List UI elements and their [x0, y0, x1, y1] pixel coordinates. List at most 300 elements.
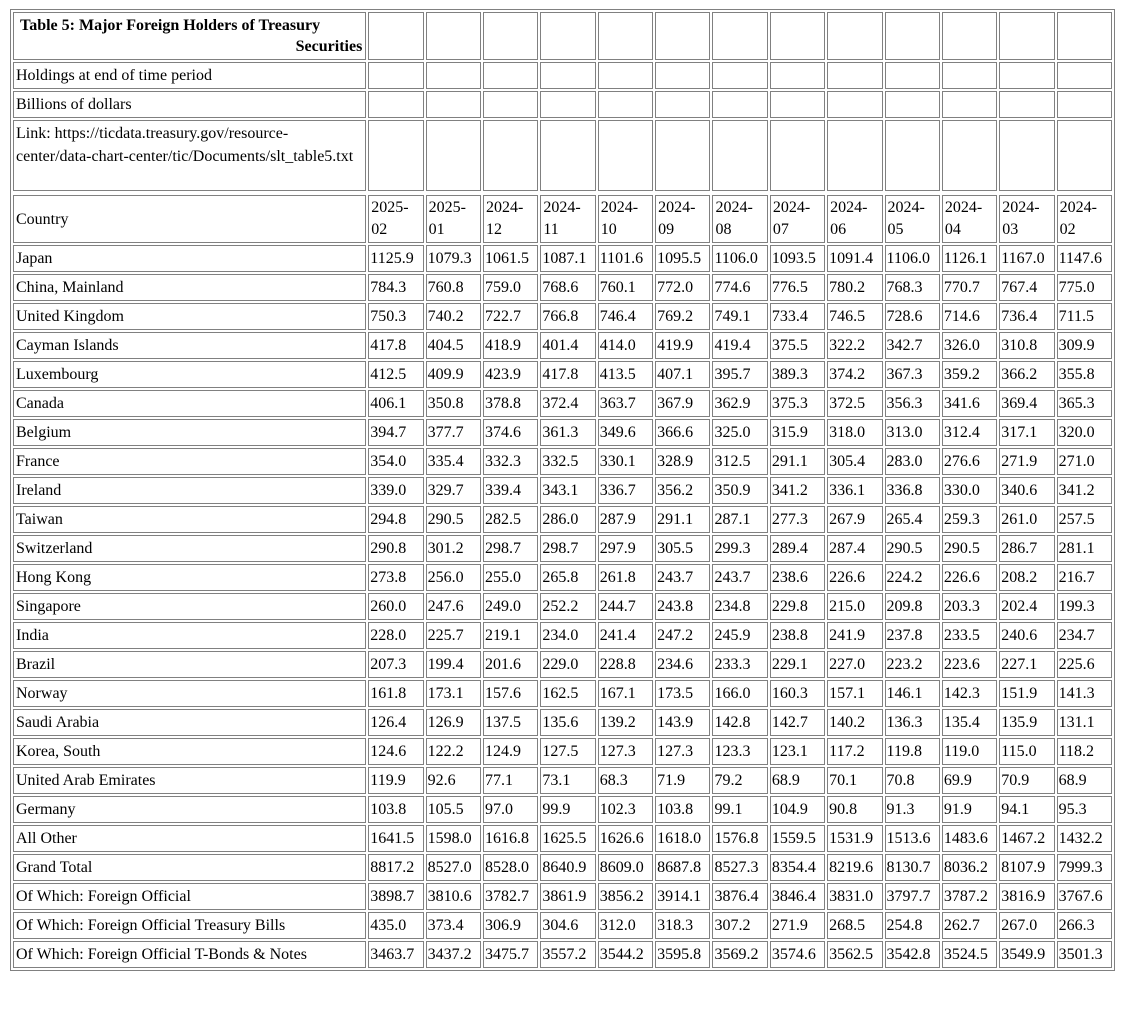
empty-cell — [885, 62, 940, 89]
holding-value: 261.8 — [598, 564, 653, 591]
holding-value: 99.9 — [540, 796, 595, 823]
empty-cell — [885, 12, 940, 60]
holding-value: 435.0 — [368, 912, 423, 939]
holding-value: 365.3 — [1057, 390, 1112, 417]
empty-cell — [655, 62, 710, 89]
table-row — [13, 506, 1112, 533]
country-name: Germany — [13, 796, 366, 823]
holding-value: 286.7 — [999, 535, 1054, 562]
holding-value: 268.5 — [827, 912, 882, 939]
holding-value: 312.4 — [942, 419, 997, 446]
table-row — [13, 448, 1112, 475]
table-title-line1: Table 5: Major Foreign Holders of Treasury — [20, 17, 321, 34]
holding-value: 3595.8 — [655, 941, 710, 968]
holding-value: 117.2 — [827, 738, 882, 765]
country-name: Ireland — [13, 477, 366, 504]
period-header: 2024-02 — [1057, 195, 1112, 243]
holding-value: 759.0 — [483, 274, 538, 301]
holding-value: 135.6 — [540, 709, 595, 736]
holding-value: 157.1 — [827, 680, 882, 707]
holding-value: 339.4 — [483, 477, 538, 504]
holding-value: 8354.4 — [770, 854, 825, 881]
holding-value: 254.8 — [885, 912, 940, 939]
table-row — [13, 941, 1112, 968]
holding-value: 1095.5 — [655, 245, 710, 272]
holding-value: 307.2 — [712, 912, 767, 939]
holding-value: 261.0 — [999, 506, 1054, 533]
holding-value: 378.8 — [483, 390, 538, 417]
holding-value: 3810.6 — [426, 883, 481, 910]
holding-value: 298.7 — [540, 535, 595, 562]
country-name: Hong Kong — [13, 564, 366, 591]
holding-value: 1147.6 — [1057, 245, 1112, 272]
holding-value: 265.4 — [885, 506, 940, 533]
empty-cell — [598, 91, 653, 118]
holding-value: 267.0 — [999, 912, 1054, 939]
period-header: 2024-08 — [712, 195, 767, 243]
holding-value: 3898.7 — [368, 883, 423, 910]
holding-value: 419.4 — [712, 332, 767, 359]
holding-value: 315.9 — [770, 419, 825, 446]
units-row — [13, 91, 1112, 118]
holding-value: 290.8 — [368, 535, 423, 562]
holding-value: 3861.9 — [540, 883, 595, 910]
holding-value: 90.8 — [827, 796, 882, 823]
holding-value: 249.0 — [483, 593, 538, 620]
empty-cell — [827, 12, 882, 60]
holding-value: 256.0 — [426, 564, 481, 591]
holding-value: 161.8 — [368, 680, 423, 707]
holding-value: 374.2 — [827, 361, 882, 388]
holding-value: 8527.0 — [426, 854, 481, 881]
holding-value: 277.3 — [770, 506, 825, 533]
holding-value: 1559.5 — [770, 825, 825, 852]
empty-cell — [483, 91, 538, 118]
table-row — [13, 825, 1112, 852]
holding-value: 244.7 — [598, 593, 653, 620]
holding-value: 336.1 — [827, 477, 882, 504]
holding-value: 289.4 — [770, 535, 825, 562]
holding-value: 243.8 — [655, 593, 710, 620]
holding-value: 774.6 — [712, 274, 767, 301]
holding-value: 3501.3 — [1057, 941, 1112, 968]
holding-value: 1513.6 — [885, 825, 940, 852]
header-row — [13, 195, 1112, 243]
holding-value: 409.9 — [426, 361, 481, 388]
holding-value: 287.4 — [827, 535, 882, 562]
holding-value: 68.9 — [770, 767, 825, 794]
empty-cell — [999, 12, 1054, 60]
holding-value: 167.1 — [598, 680, 653, 707]
holding-value: 401.4 — [540, 332, 595, 359]
holding-value: 103.8 — [655, 796, 710, 823]
holding-value: 728.6 — [885, 303, 940, 330]
table-row — [13, 274, 1112, 301]
holding-value: 3914.1 — [655, 883, 710, 910]
title-row — [13, 12, 1112, 60]
period-header: 2024-10 — [598, 195, 653, 243]
holding-value: 356.2 — [655, 477, 710, 504]
holding-value: 265.8 — [540, 564, 595, 591]
holding-value: 3846.4 — [770, 883, 825, 910]
country-name: China, Mainland — [13, 274, 366, 301]
holding-value: 1079.3 — [426, 245, 481, 272]
holding-value: 245.9 — [712, 622, 767, 649]
table-row — [13, 709, 1112, 736]
table-title-line2: Securities — [295, 38, 363, 55]
holding-value: 119.8 — [885, 738, 940, 765]
holding-value: 310.8 — [999, 332, 1054, 359]
holding-value: 124.9 — [483, 738, 538, 765]
holding-value: 70.1 — [827, 767, 882, 794]
empty-cell — [999, 62, 1054, 89]
holding-value: 7999.3 — [1057, 854, 1112, 881]
holding-value: 91.9 — [942, 796, 997, 823]
holding-value: 318.0 — [827, 419, 882, 446]
holding-value: 234.0 — [540, 622, 595, 649]
holding-value: 141.3 — [1057, 680, 1112, 707]
holding-value: 318.3 — [655, 912, 710, 939]
holding-value: 407.1 — [655, 361, 710, 388]
holding-value: 8107.9 — [999, 854, 1054, 881]
holding-value: 241.9 — [827, 622, 882, 649]
empty-cell — [1057, 91, 1112, 118]
country-name: Korea, South — [13, 738, 366, 765]
holding-value: 304.6 — [540, 912, 595, 939]
holding-value: 341.6 — [942, 390, 997, 417]
country-name: Switzerland — [13, 535, 366, 562]
holding-value: 3544.2 — [598, 941, 653, 968]
holding-value: 199.3 — [1057, 593, 1112, 620]
country-name: Norway — [13, 680, 366, 707]
holding-value: 330.0 — [942, 477, 997, 504]
holding-value: 326.0 — [942, 332, 997, 359]
holding-value: 224.2 — [885, 564, 940, 591]
holding-value: 142.3 — [942, 680, 997, 707]
holding-value: 229.8 — [770, 593, 825, 620]
holding-value: 291.1 — [770, 448, 825, 475]
holding-value: 746.4 — [598, 303, 653, 330]
holding-value: 227.1 — [999, 651, 1054, 678]
holding-value: 226.6 — [942, 564, 997, 591]
empty-cell — [1057, 120, 1112, 191]
holding-value: 375.5 — [770, 332, 825, 359]
holding-value: 714.6 — [942, 303, 997, 330]
holding-value: 3816.9 — [999, 883, 1054, 910]
holding-value: 369.4 — [999, 390, 1054, 417]
holding-value: 259.3 — [942, 506, 997, 533]
holding-value: 225.6 — [1057, 651, 1112, 678]
country-name: India — [13, 622, 366, 649]
empty-cell — [1057, 12, 1112, 60]
holding-value: 8817.2 — [368, 854, 423, 881]
source-link[interactable]: Link: https://ticdata.treasury.gov/resource-center/data-chart-center/tic/Documents/slt_table5.txt — [13, 120, 366, 191]
table-row — [13, 767, 1112, 794]
holding-value: 229.1 — [770, 651, 825, 678]
period-header: 2024-04 — [942, 195, 997, 243]
holding-value: 394.7 — [368, 419, 423, 446]
country-name: Cayman Islands — [13, 332, 366, 359]
holding-value: 1616.8 — [483, 825, 538, 852]
holding-value: 1061.5 — [483, 245, 538, 272]
empty-cell — [426, 120, 481, 191]
holding-value: 413.5 — [598, 361, 653, 388]
holding-value: 203.3 — [942, 593, 997, 620]
holding-value: 151.9 — [999, 680, 1054, 707]
table-title — [13, 12, 366, 60]
holding-value: 290.5 — [942, 535, 997, 562]
holding-value: 414.0 — [598, 332, 653, 359]
holding-value: 395.7 — [712, 361, 767, 388]
holding-value: 8219.6 — [827, 854, 882, 881]
holding-value: 335.4 — [426, 448, 481, 475]
holding-value: 91.3 — [885, 796, 940, 823]
holding-value: 119.9 — [368, 767, 423, 794]
holding-value: 305.5 — [655, 535, 710, 562]
holding-value: 234.6 — [655, 651, 710, 678]
holding-value: 282.5 — [483, 506, 538, 533]
treasury-holders-table — [10, 9, 1115, 971]
holding-value: 3856.2 — [598, 883, 653, 910]
holding-value: 208.2 — [999, 564, 1054, 591]
holding-value: 312.5 — [712, 448, 767, 475]
table-row — [13, 680, 1112, 707]
holding-value: 287.1 — [712, 506, 767, 533]
holding-value: 341.2 — [770, 477, 825, 504]
holding-value: 373.4 — [426, 912, 481, 939]
empty-cell — [999, 91, 1054, 118]
holding-value: 143.9 — [655, 709, 710, 736]
holding-value: 1641.5 — [368, 825, 423, 852]
table-row — [13, 564, 1112, 591]
holding-value: 131.1 — [1057, 709, 1112, 736]
holding-value: 340.6 — [999, 477, 1054, 504]
empty-cell — [598, 12, 653, 60]
holding-value: 419.9 — [655, 332, 710, 359]
country-name: Singapore — [13, 593, 366, 620]
holding-value: 412.5 — [368, 361, 423, 388]
holding-value: 317.1 — [999, 419, 1054, 446]
holding-value: 374.6 — [483, 419, 538, 446]
empty-cell — [770, 12, 825, 60]
holding-value: 417.8 — [540, 361, 595, 388]
holding-value: 102.3 — [598, 796, 653, 823]
holding-value: 260.0 — [368, 593, 423, 620]
holding-value: 336.7 — [598, 477, 653, 504]
holding-value: 68.9 — [1057, 767, 1112, 794]
table-row — [13, 390, 1112, 417]
holding-value: 202.4 — [999, 593, 1054, 620]
holding-value: 281.1 — [1057, 535, 1112, 562]
holding-value: 70.9 — [999, 767, 1054, 794]
holding-value: 3767.6 — [1057, 883, 1112, 910]
empty-cell — [712, 120, 767, 191]
holding-value: 247.6 — [426, 593, 481, 620]
holding-value: 70.8 — [885, 767, 940, 794]
empty-cell — [655, 91, 710, 118]
table-row — [13, 245, 1112, 272]
holding-value: 367.3 — [885, 361, 940, 388]
holding-value: 234.8 — [712, 593, 767, 620]
holding-value: 3557.2 — [540, 941, 595, 968]
holding-value: 1483.6 — [942, 825, 997, 852]
table-row — [13, 883, 1112, 910]
period-header: 2025-02 — [368, 195, 423, 243]
holding-value: 776.5 — [770, 274, 825, 301]
holding-value: 103.8 — [368, 796, 423, 823]
holding-value: 247.2 — [655, 622, 710, 649]
holding-value: 276.6 — [942, 448, 997, 475]
country-header: Country — [13, 195, 366, 243]
holding-value: 760.1 — [598, 274, 653, 301]
holding-value: 135.4 — [942, 709, 997, 736]
holding-value: 770.7 — [942, 274, 997, 301]
holding-value: 736.4 — [999, 303, 1054, 330]
holding-value: 104.9 — [770, 796, 825, 823]
holding-value: 240.6 — [999, 622, 1054, 649]
holding-value: 227.0 — [827, 651, 882, 678]
holding-value: 768.6 — [540, 274, 595, 301]
period-header: 2024-09 — [655, 195, 710, 243]
holding-value: 286.0 — [540, 506, 595, 533]
holding-value: 8609.0 — [598, 854, 653, 881]
empty-cell — [540, 62, 595, 89]
empty-cell — [483, 12, 538, 60]
table-row — [13, 854, 1112, 881]
holding-value: 760.8 — [426, 274, 481, 301]
holding-value: 359.2 — [942, 361, 997, 388]
holding-value: 290.5 — [885, 535, 940, 562]
empty-cell — [827, 91, 882, 118]
holding-value: 325.0 — [712, 419, 767, 446]
holding-value: 1626.6 — [598, 825, 653, 852]
holding-value: 209.8 — [885, 593, 940, 620]
empty-cell — [885, 120, 940, 191]
holding-value: 775.0 — [1057, 274, 1112, 301]
holding-value: 228.0 — [368, 622, 423, 649]
holding-value: 1087.1 — [540, 245, 595, 272]
empty-cell — [942, 62, 997, 89]
holding-value: 3569.2 — [712, 941, 767, 968]
holding-value: 341.2 — [1057, 477, 1112, 504]
holding-value: 375.3 — [770, 390, 825, 417]
holding-value: 772.0 — [655, 274, 710, 301]
country-name: Canada — [13, 390, 366, 417]
holding-value: 127.3 — [598, 738, 653, 765]
holding-value: 363.7 — [598, 390, 653, 417]
table-row — [13, 796, 1112, 823]
holding-value: 238.8 — [770, 622, 825, 649]
empty-cell — [368, 120, 423, 191]
holding-value: 243.7 — [655, 564, 710, 591]
holding-value: 1091.4 — [827, 245, 882, 272]
holding-value: 71.9 — [655, 767, 710, 794]
holding-value: 3562.5 — [827, 941, 882, 968]
holding-value: 94.1 — [999, 796, 1054, 823]
holding-value: 122.2 — [426, 738, 481, 765]
holding-value: 746.5 — [827, 303, 882, 330]
holding-value: 8130.7 — [885, 854, 940, 881]
holding-value: 146.1 — [885, 680, 940, 707]
holding-value: 3831.0 — [827, 883, 882, 910]
holding-value: 366.6 — [655, 419, 710, 446]
holding-value: 8640.9 — [540, 854, 595, 881]
empty-cell — [712, 91, 767, 118]
holding-value: 722.7 — [483, 303, 538, 330]
period-header: 2024-06 — [827, 195, 882, 243]
table-row — [13, 622, 1112, 649]
holding-value: 267.9 — [827, 506, 882, 533]
holding-value: 309.9 — [1057, 332, 1112, 359]
holding-value: 389.3 — [770, 361, 825, 388]
holding-value: 1093.5 — [770, 245, 825, 272]
holding-value: 271.9 — [999, 448, 1054, 475]
empty-cell — [942, 91, 997, 118]
holding-value: 366.2 — [999, 361, 1054, 388]
empty-cell — [827, 120, 882, 191]
holding-value: 418.9 — [483, 332, 538, 359]
table-row — [13, 332, 1112, 359]
holding-value: 257.5 — [1057, 506, 1112, 533]
table-row — [13, 535, 1112, 562]
country-name: Of Which: Foreign Official Treasury Bills — [13, 912, 366, 939]
holding-value: 237.8 — [885, 622, 940, 649]
empty-cell — [368, 12, 423, 60]
holding-value: 784.3 — [368, 274, 423, 301]
holding-value: 3782.7 — [483, 883, 538, 910]
holding-value: 404.5 — [426, 332, 481, 359]
empty-cell — [655, 12, 710, 60]
empty-cell — [598, 120, 653, 191]
holding-value: 3475.7 — [483, 941, 538, 968]
table-units: Billions of dollars — [13, 91, 366, 118]
period-header: 2024-07 — [770, 195, 825, 243]
holding-value: 3574.6 — [770, 941, 825, 968]
table-row — [13, 361, 1112, 388]
holding-value: 118.2 — [1057, 738, 1112, 765]
holding-value: 137.5 — [483, 709, 538, 736]
holding-value: 372.4 — [540, 390, 595, 417]
holding-value: 306.9 — [483, 912, 538, 939]
holding-value: 350.9 — [712, 477, 767, 504]
holding-value: 733.4 — [770, 303, 825, 330]
period-header: 2025-01 — [426, 195, 481, 243]
country-name: Grand Total — [13, 854, 366, 881]
empty-cell — [598, 62, 653, 89]
holding-value: 226.6 — [827, 564, 882, 591]
holding-value: 377.7 — [426, 419, 481, 446]
holding-value: 1598.0 — [426, 825, 481, 852]
holding-value: 216.7 — [1057, 564, 1112, 591]
holding-value: 136.3 — [885, 709, 940, 736]
holding-value: 123.3 — [712, 738, 767, 765]
holding-value: 767.4 — [999, 274, 1054, 301]
holding-value: 255.0 — [483, 564, 538, 591]
holding-value: 336.8 — [885, 477, 940, 504]
empty-cell — [770, 120, 825, 191]
holding-value: 297.9 — [598, 535, 653, 562]
holding-value: 233.3 — [712, 651, 767, 678]
holding-value: 3524.5 — [942, 941, 997, 968]
holding-value: 1618.0 — [655, 825, 710, 852]
holding-value: 252.2 — [540, 593, 595, 620]
holding-value: 312.0 — [598, 912, 653, 939]
country-name: Brazil — [13, 651, 366, 678]
holding-value: 372.5 — [827, 390, 882, 417]
table-row — [13, 651, 1112, 678]
empty-cell — [770, 91, 825, 118]
empty-cell — [368, 91, 423, 118]
